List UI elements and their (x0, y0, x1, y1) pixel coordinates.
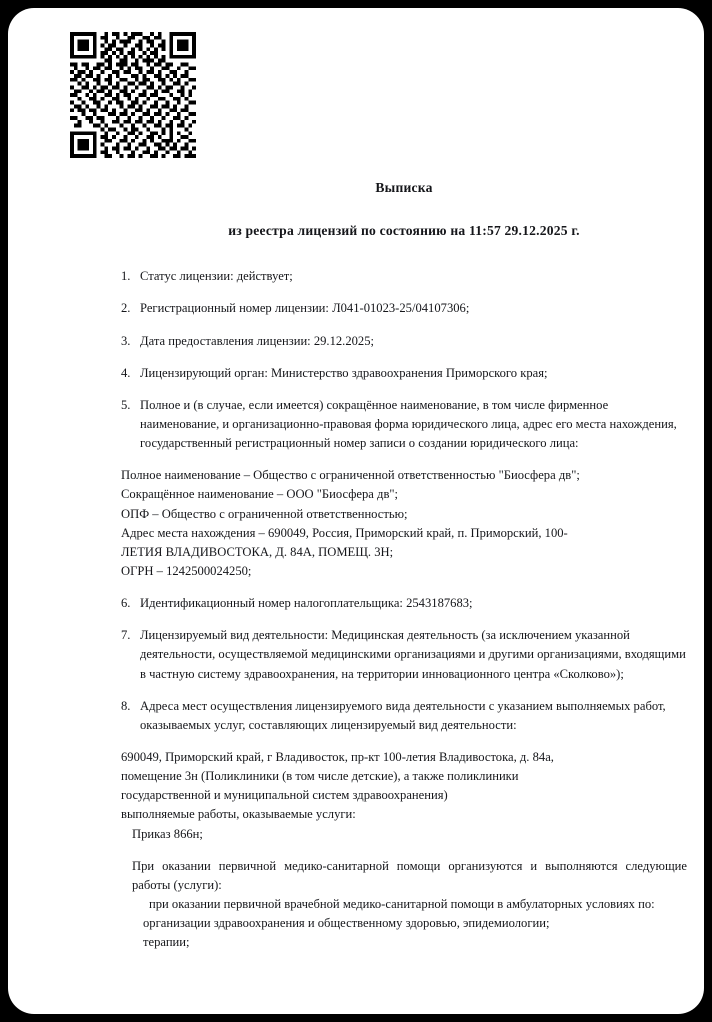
outpatient-care-intro: при оказании первичной врачебной медико-санитарной помощи в амбулаторных условиях по: (149, 896, 655, 911)
item-number: 8. (121, 698, 131, 713)
entity-address-line-1: Адрес места нахождения – 690049, Россия, Приморский край, п. Приморский, 100- (121, 525, 568, 540)
item-number: 7. (121, 628, 131, 643)
activity-address-block (121, 748, 687, 844)
item-text: Полное и (в случае, если имеется) сокращённое наименование, в том числе фирменное наименование, и организационно-правовая форма юридического лица, адрес его места нахождения, государственный регистрационный номер записи о создании юридического лица: (140, 397, 677, 451)
entity-short-name: Сокращённое наименование – ООО "Биосфера дв"; (121, 487, 399, 502)
item-number: 2. (121, 301, 131, 316)
item-number: 3. (121, 333, 131, 348)
activity-address-line-1: 690049, Приморский край, г Владивосток, пр-кт 100-летия Владивостока, д. 84а, (121, 749, 554, 764)
item-number: 4. (121, 365, 131, 380)
document-subtitle: из реестра лицензий по состоянию на 11:57 29.12.2025 г. (228, 222, 580, 238)
list-item-issue-date (121, 332, 687, 351)
list-item-activity-addresses (121, 697, 687, 735)
item-text: Адреса мест осуществления лицензируемого вида деятельности с указанием выполняемых работ, оказываемых услуг, составляющих лицензируемый вид деятельности: (140, 698, 666, 732)
item-text: Идентификационный номер налогоплательщика: 2543187683; (140, 596, 473, 611)
item-text: Лицензируемый вид деятельности: Медицинская деятельность (за исключением указанной деятельности, осуществляемой медицинскими организациями и другими организациями, входящими в частную систему здравоохранения, на территории инновационного центра «Сколково»); (140, 628, 686, 681)
services-list (121, 914, 687, 952)
item-text: Дата предоставления лицензии: 29.12.2025; (140, 333, 375, 348)
list-item-entity-name (121, 396, 687, 453)
list-item-registration-number (121, 299, 687, 318)
item-number: 6. (121, 596, 131, 611)
document-body (121, 178, 687, 952)
order-reference: Приказ 866н; (132, 826, 203, 841)
activity-address-line-2: помещение 3н (Поликлиники (в том числе детские), а также поликлиники (121, 769, 519, 784)
list-item-inn (121, 594, 687, 613)
item-text: Регистрационный номер лицензии: Л041-01023-25/04107306; (140, 301, 470, 316)
service-item: организации здравоохранения и общественному здоровью, эпидемиологии; (143, 916, 550, 931)
list-item-licensed-activity (121, 626, 687, 683)
list-item-licensing-authority (121, 364, 687, 383)
entity-address-line-2: ЛЕТИЯ ВЛАДИВОСТОКА, Д. 84А, ПОМЕЩ. 3Н; (121, 544, 394, 559)
document-page (8, 8, 704, 1014)
entity-details-block (121, 466, 687, 581)
item-number: 1. (121, 269, 131, 284)
qr-code (70, 32, 196, 158)
service-item: терапии; (143, 935, 190, 950)
item-text: Статус лицензии: действует; (140, 269, 293, 284)
primary-care-intro: При оказании первичной медико-санитарной помощи организуются и выполняются следующие работы (услуги): (132, 858, 687, 892)
activity-address-line-3: государственной и муниципальной систем здравоохранения) (121, 788, 448, 803)
entity-legal-form: ОПФ – Общество с ограниченной ответственностью; (121, 506, 408, 521)
document-title: Выписка (375, 180, 433, 195)
entity-ogrn: ОГРН – 1242500024250; (121, 564, 252, 578)
item-number: 5. (121, 397, 131, 412)
entity-full-name: Полное наименование – Общество с ограниченной ответственностью "Биосфера дв"; (121, 468, 580, 483)
works-services-header: выполняемые работы, оказываемые услуги: (121, 807, 356, 822)
item-text: Лицензирующий орган: Министерство здравоохранения Приморского края; (140, 365, 548, 380)
list-item-status (121, 267, 687, 286)
